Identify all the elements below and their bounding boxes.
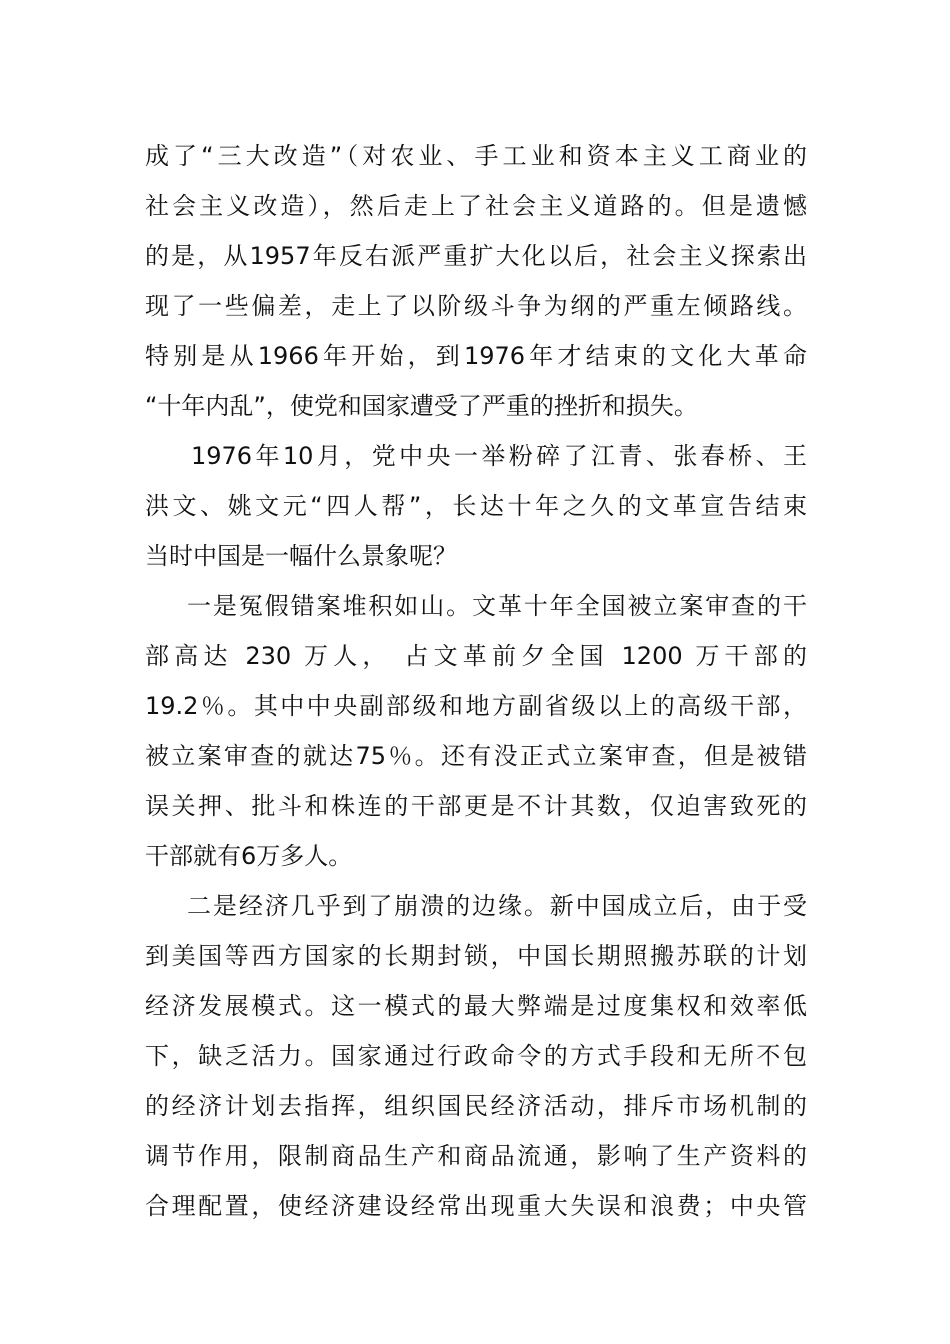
text-line: 1976年10月，党中央一举粉碎了江青、张春桥、王 <box>191 442 807 470</box>
text-line: 误关押、批斗和株连的干部更是不计其数，仅迫害致死的 <box>145 792 807 820</box>
paragraph-4 <box>145 881 807 1231</box>
text-line: 社会主义改造），然后走上了社会主义道路的。但是遗憾 <box>145 192 807 220</box>
text-line: 的经济计划去指挥，组织国民经济活动，排斥市场机制的 <box>145 1092 807 1120</box>
paragraph-2 <box>145 431 807 581</box>
text-line: 经济发展模式。这一模式的最大弊端是过度集权和效率低 <box>145 992 807 1020</box>
text-line: 被立案审查的就达75％。还有没正式立案审查，但是被错 <box>145 742 807 770</box>
text-line: 19.2％。其中中央副部级和地方副省级以上的高级干部， <box>145 692 807 720</box>
paragraph-3 <box>145 581 807 881</box>
text-line: 现了一些偏差，走上了以阶级斗争为纲的严重左倾路线。 <box>145 292 807 320</box>
text-line: 部高达 230 万人， 占文革前夕全国 1200 万干部的 <box>145 642 807 670</box>
text-line: 的是，从1957年反右派严重扩大化以后，社会主义探索出 <box>145 242 807 270</box>
text-line: 特别是从1966年开始，到1976年才结束的文化大革命 <box>145 342 807 370</box>
text-line: 调节作用，限制商品生产和商品流通，影响了生产资料的 <box>145 1142 807 1170</box>
text-line: 当时中国是一幅什么景象呢？ <box>145 542 457 570</box>
text-line: 下，缺乏活力。国家通过行政命令的方式手段和无所不包 <box>145 1042 807 1070</box>
text-line: “十年内乱”，使党和国家遭受了严重的挫折和损失。 <box>145 392 698 420</box>
text-line: 二是经济几乎到了崩溃的边缘。新中国成立后，由于受 <box>187 892 807 920</box>
text-line: 合理配置，使经济建设经常出现重大失误和浪费；中央管 <box>145 1192 807 1220</box>
text-line: 洪文、姚文元“四人帮”，长达十年之久的文革宣告结束 <box>145 492 807 520</box>
text-line: 一是冤假错案堆积如山。文革十年全国被立案审查的干 <box>187 592 807 620</box>
text-line: 干部就有6万多人。 <box>145 842 353 870</box>
paragraph-1 <box>145 131 807 431</box>
document-body <box>145 131 807 1231</box>
text-line: 到美国等西方国家的长期封锁，中国长期照搬苏联的计划 <box>145 942 807 970</box>
text-line: 成了“三大改造”（对农业、手工业和资本主义工商业的 <box>145 142 807 170</box>
